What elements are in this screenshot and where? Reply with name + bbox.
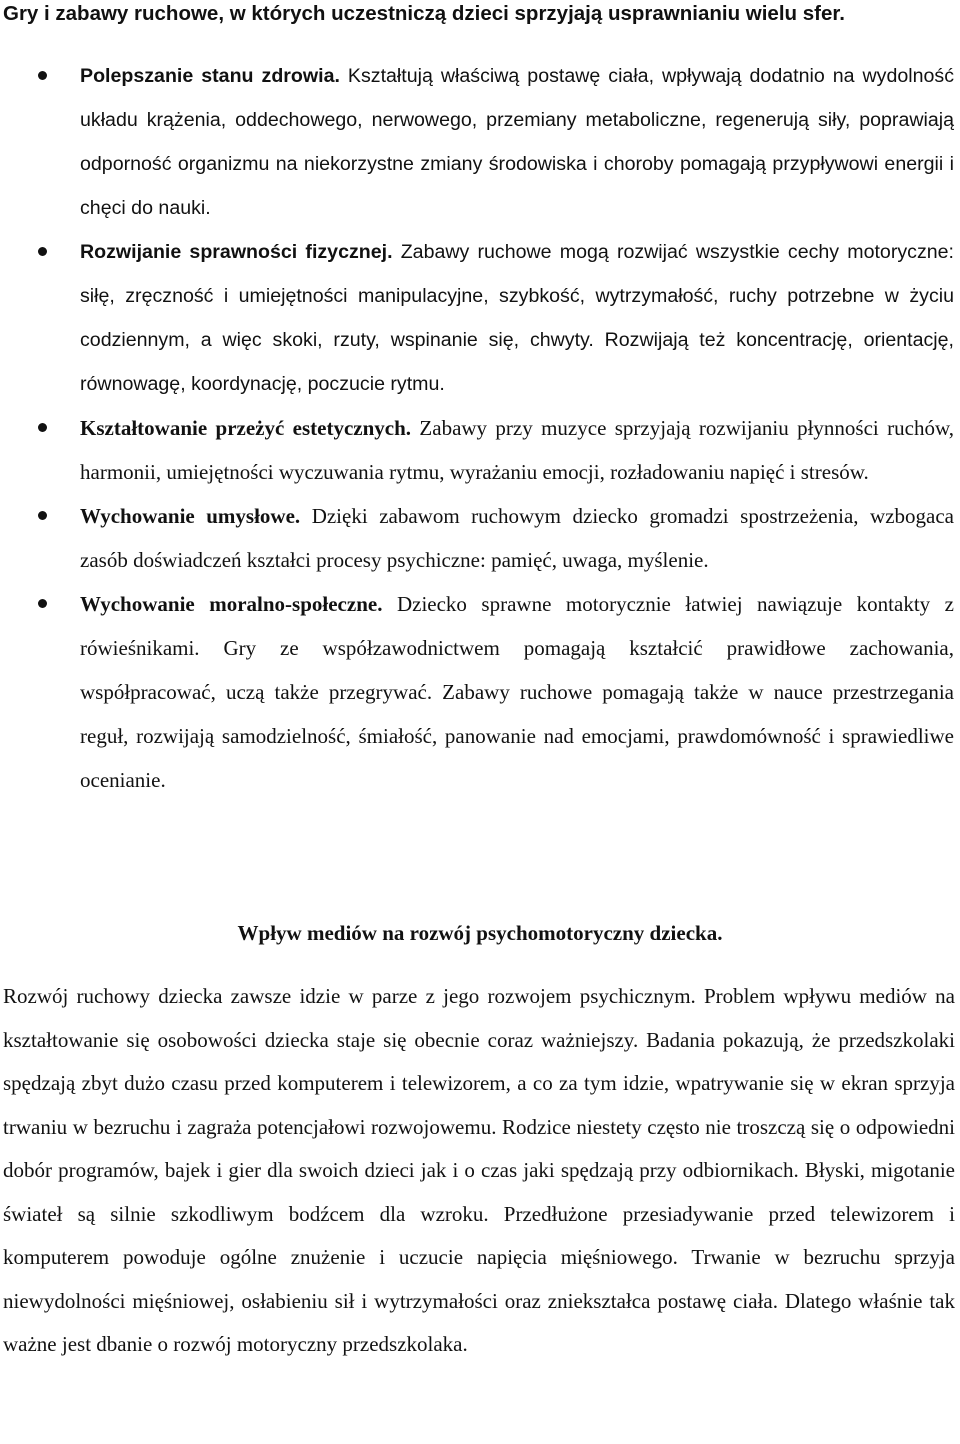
bullet-dot-icon bbox=[38, 71, 47, 80]
list-item-mental bbox=[0, 494, 960, 582]
document-heading: Gry i zabawy ruchowe, w których uczestniczą dzieci sprzyjają usprawnianiu wielu sfer. bbox=[3, 2, 845, 25]
bullet-dot-icon bbox=[38, 247, 47, 256]
list-item-text: Zabawy przy muzyce sprzyjają rozwijaniu płynności ruchów, harmonii, umiejętności wyczuwania rytmu, wyrażaniu emocji, rozładowaniu napięć i stresów. bbox=[80, 416, 954, 484]
list-item-lead: Wychowanie moralno-społeczne. bbox=[80, 592, 383, 616]
list-item-text: Kształtują właściwą postawę ciała, wpływają dodatnio na wydolność układu krążenia, oddechowego, nerwowego, przemiany metaboliczne, regenerują siły, poprawiają odporność organizmu na niekorzystne zmiany środowiska i choroby pomagają przypływowi energii i chęci do nauki. bbox=[80, 65, 955, 219]
list-item-text: Dzięki zabawom ruchowym dziecko gromadzi spostrzeżenia, wzbogaca zasób doświadczeń kształci procesy psychiczne: pamięć, uwaga, myślenie. bbox=[80, 504, 954, 572]
bullet-dot-icon bbox=[38, 599, 47, 608]
list-item-lead: Kształtowanie przeżyć estetycznych. bbox=[80, 416, 412, 440]
list-item-text: Dziecko sprawne motorycznie łatwiej nawiązuje kontakty z rówieśnikami. Gry ze współzawodnictwem pomagają kształcić prawidłowe zachowania, współpracować, uczą także przegrywać. Zabawy ruchowe pomagają także w nauce przestrzegania reguł, rozwijają samodzielność, śmiałość, panowanie nad emocjami, prawdomówność i sprawiedliwe ocenianie. bbox=[80, 592, 954, 792]
list-item-lead: Wychowanie umysłowe. bbox=[80, 504, 301, 528]
bullet-dot-icon bbox=[38, 423, 47, 432]
list-item-health bbox=[0, 54, 960, 230]
body-paragraph: Rozwój ruchowy dziecka zawsze idzie w parze z jego rozwojem psychicznym. Problem wpływu mediów na kształtowanie się osobowości dziecka staje się obecnie coraz ważniejszy. Badania pokazują, że przedszkolaki spędzają zbyt dużo czasu przed komputerem i telewizorem, a co za tym idzie, wpatrywanie się w ekran sprzyja trwaniu w bezruchu i zagraża potencjałowi rozwojowemu. Rodzice niestety często nie troszczą się o odpowiedni dobór programów, bajek i gier dla swoich dzieci jak i o czas jaki spędzają przy odbiornikach. Błyski, migotanie świateł są silnie szkodliwym bodźcem dla wzroku. Przedłużone przesiadywanie przed telewizorem i komputerem powoduje ogólne znużenie i uczucie napięcia mięśniowego. Trwanie w bezruchu sprzyja niewydolności mięśniowej, osłabieniu sił i wytrzymałości oraz zniekształca postawę ciała. Dlatego właśnie tak ważne jest dbanie o rozwój motoryczny przedszkolaka. bbox=[3, 984, 955, 1356]
list-item-fitness bbox=[0, 230, 960, 406]
bullet-dot-icon bbox=[38, 511, 47, 520]
list-item-social bbox=[0, 582, 960, 802]
list-item-lead: Rozwijanie sprawności fizycznej. bbox=[80, 241, 393, 263]
list-item-text: Zabawy ruchowe mogą rozwijać wszystkie cechy motoryczne: siłę, zręczność i umiejętności manipulacyjne, szybkość, wytrzymałość, ruchy potrzebne w życiu codziennym, a więc skoki, rzuty, wspinanie się, chwyty. Rozwijają też koncentrację, orientację, równowagę, koordynację, poczucie rytmu. bbox=[80, 241, 954, 395]
benefits-list bbox=[0, 54, 960, 802]
list-item-aesthetic bbox=[0, 406, 960, 494]
list-item-lead: Polepszanie stanu zdrowia. bbox=[80, 65, 340, 87]
section-title: Wpływ mediów na rozwój psychomotoryczny dziecka. bbox=[237, 921, 723, 945]
